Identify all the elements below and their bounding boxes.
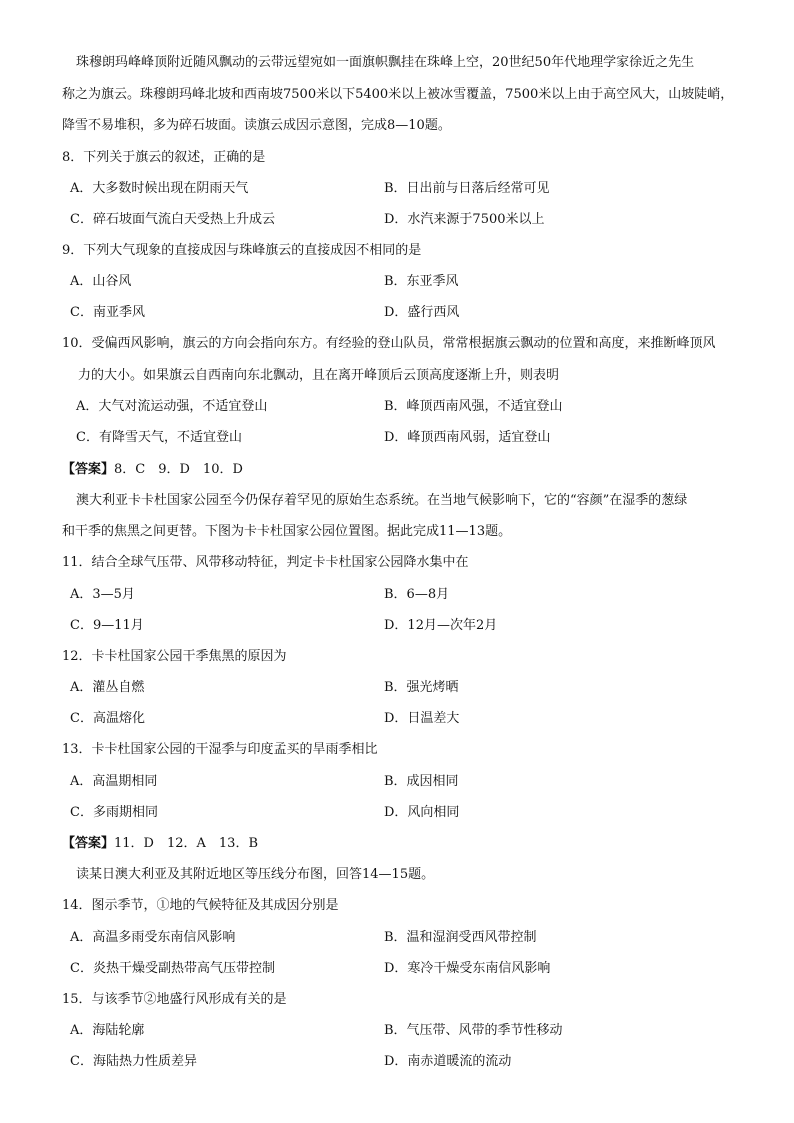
answer-line <box>62 460 243 480</box>
question-15-option-b: B．气压带、风带的季节性移动 <box>384 1023 563 1038</box>
question-15-option-d: D．南赤道暖流的流动 <box>384 1054 512 1069</box>
question-10-stem-cont: 力的大小。如果旗云自西南向东北飘动，且在离开峰顶后云顶高度逐渐上升，则表明 <box>78 368 560 383</box>
question-9-option-c: C．南亚季风 <box>70 305 145 320</box>
question-12-option-a: A．灌丛自燃 <box>70 680 145 695</box>
answer-text: 8．C 9．D 10．D <box>114 462 243 477</box>
answer-line <box>62 834 258 854</box>
answer-text: 11．D 12．A 13．B <box>114 836 259 851</box>
passage-text: 称之为旗云。珠穆朗玛峰北坡和西南坡7500米以下5400米以上被冰雪覆盖，7500米以上由于高空风大，山坡陡峭， <box>62 87 734 102</box>
question-13-stem: 13．卡卡杜国家公园的干湿季与印度孟买的旱雨季相比 <box>62 742 378 757</box>
question-12-option-c: C．高温熔化 <box>70 711 145 726</box>
passage-text: 读某日澳大利亚及其附近地区等压线分布图，回答14—15题。 <box>76 867 435 882</box>
question-10-option-a: A．大气对流运动强，不适宜登山 <box>76 399 268 414</box>
passage-text: 澳大利亚卡卡杜国家公园至今仍保存着罕见的原始生态系统。在当地气候影响下，它的“容颜”在湿季的葱绿 <box>76 493 688 508</box>
question-11-stem: 11．结合全球气压带、风带移动特征，判定卡卡杜国家公园降水集中在 <box>62 555 469 570</box>
answer-label: 【答案】 <box>62 836 115 851</box>
question-10-option-b: B．峰顶西南风强，不适宜登山 <box>384 399 563 414</box>
question-8-option-a: A．大多数时候出现在阴雨天气 <box>70 181 249 196</box>
passage-text: 和干季的焦黑之间更替。下图为卡卡杜国家公园位置图。据此完成11—13题。 <box>62 524 512 539</box>
question-14-option-b: B．温和湿润受西风带控制 <box>384 930 537 945</box>
question-10-option-c: C．有降雪天气，不适宜登山 <box>76 430 242 445</box>
passage-text: 珠穆朗玛峰峰顶附近随风飘动的云带远望宛如一面旗帜飘挂在珠峰上空，20世纪50年代地理学家徐近之先生 <box>76 55 695 70</box>
question-11-option-c: C．9—11月 <box>70 618 144 633</box>
question-14-option-a: A．高温多雨受东南信风影响 <box>70 930 236 945</box>
question-14-stem: 14．图示季节，①地的气候特征及其成因分别是 <box>62 898 339 913</box>
question-14-option-d: D．寒冷干燥受东南信风影响 <box>384 961 551 976</box>
answer-label: 【答案】 <box>62 462 115 477</box>
question-15-option-a: A．海陆轮廓 <box>70 1023 145 1038</box>
question-11-option-b: B．6—8月 <box>384 587 450 602</box>
question-8-option-b: B．日出前与日落后经常可见 <box>384 181 550 196</box>
question-13-option-d: D．风向相同 <box>384 805 460 820</box>
question-13-option-b: B．成因相同 <box>384 774 459 789</box>
question-14-option-c: C．炎热干燥受副热带高气压带控制 <box>70 961 275 976</box>
question-13-option-a: A．高温期相同 <box>70 774 158 789</box>
question-12-option-d: D．日温差大 <box>384 711 460 726</box>
question-15-option-c: C．海陆热力性质差异 <box>70 1054 197 1069</box>
question-11-option-a: A．3—5月 <box>70 587 135 602</box>
question-9-option-a: A．山谷风 <box>70 274 132 289</box>
question-13-option-c: C．多雨期相同 <box>70 805 158 820</box>
question-10-option-d: D．峰顶西南风弱，适宜登山 <box>384 430 551 445</box>
question-9-stem: 9．下列大气现象的直接成因与珠峰旗云的直接成因不相同的是 <box>62 243 422 258</box>
question-12-stem: 12．卡卡杜国家公园干季焦黑的原因为 <box>62 649 287 664</box>
question-12-option-b: B．强光烤晒 <box>384 680 459 695</box>
passage-text: 降雪不易堆积，多为碎石坡面。读旗云成因示意图，完成8—10题。 <box>62 118 451 133</box>
question-8-option-c: C．碎石坡面气流白天受热上升成云 <box>70 212 275 227</box>
question-8-option-d: D．水汽来源于7500米以上 <box>384 212 545 227</box>
question-15-stem: 15．与该季节②地盛行风形成有关的是 <box>62 992 287 1007</box>
question-8-stem: 8．下列关于旗云的叙述，正确的是 <box>62 150 266 165</box>
question-11-option-d: D．12月—次年2月 <box>384 618 498 633</box>
question-10-stem: 10．受偏西风影响，旗云的方向会指向东方。有经验的登山队员，常常根据旗云飘动的位置和高度，来推断峰顶风 <box>62 336 716 351</box>
question-9-option-b: B．东亚季风 <box>384 274 459 289</box>
question-9-option-d: D．盛行西风 <box>384 305 460 320</box>
